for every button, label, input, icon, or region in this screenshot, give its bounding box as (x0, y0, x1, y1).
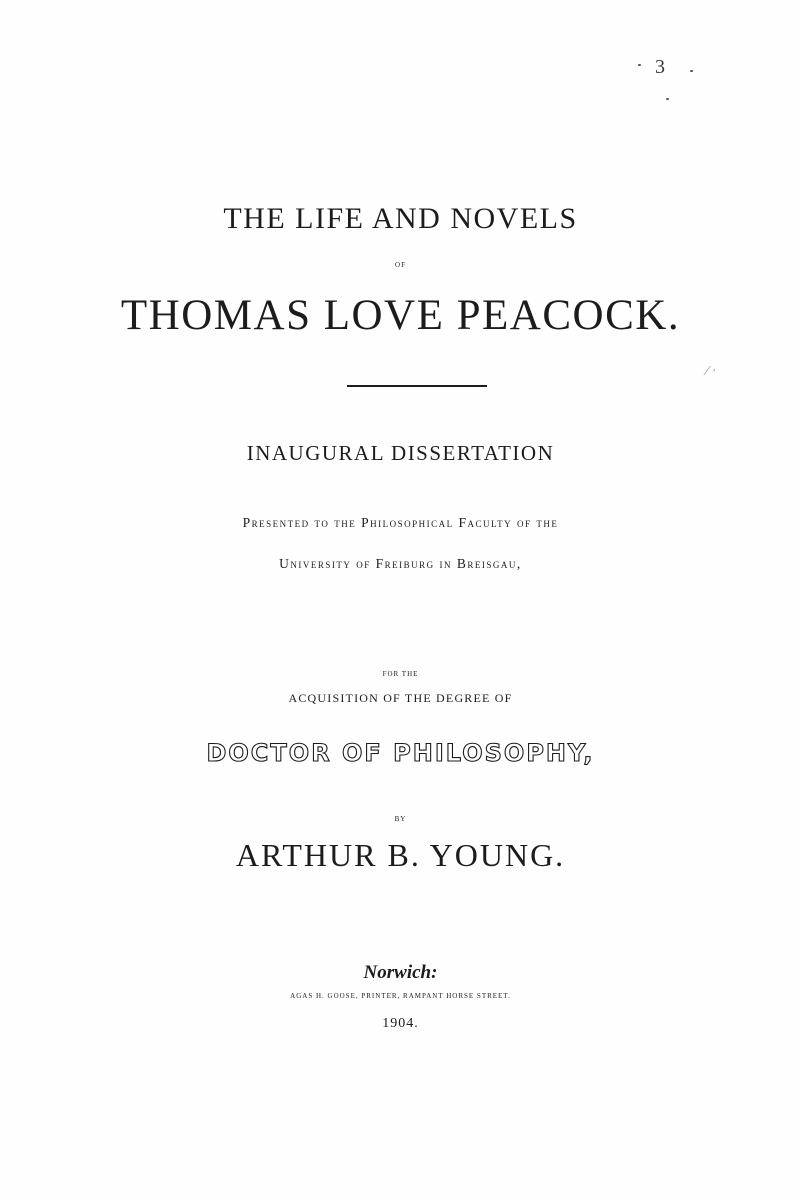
page-number-mark: 3 (655, 56, 666, 78)
university-line: University of Freiburg in Breisgau, (279, 556, 522, 571)
publication-place: Norwich: (363, 962, 438, 983)
by-text: BY (394, 815, 407, 823)
for-the-text: FOR THE (382, 670, 419, 678)
degree-title: DOCTOR OF PHILOSOPHY, (206, 739, 595, 767)
title-rule (347, 385, 487, 387)
printer-line: AGAS H. GOOSE, PRINTER, RAMPANT HORSE STREET. (290, 992, 511, 1000)
title-of: OF (395, 261, 406, 269)
ink-speck (638, 64, 641, 66)
author-name: ARTHUR B. YOUNG. (235, 837, 566, 873)
title-line-1: THE LIFE AND NOVELS (223, 202, 578, 235)
title-line-2: THOMAS LOVE PEACOCK. (120, 292, 681, 339)
acquisition-line: ACQUISITION OF THE DEGREE OF (288, 691, 513, 705)
publication-year: 1904. (382, 1016, 419, 1031)
ink-speck (666, 98, 669, 100)
ink-speck (690, 70, 693, 72)
margin-mark: ⁄ · (706, 364, 717, 379)
presented-line: Presented to the Philosophical Faculty of the (242, 515, 559, 530)
dissertation-heading: INAUGURAL DISSERTATION (246, 441, 555, 465)
